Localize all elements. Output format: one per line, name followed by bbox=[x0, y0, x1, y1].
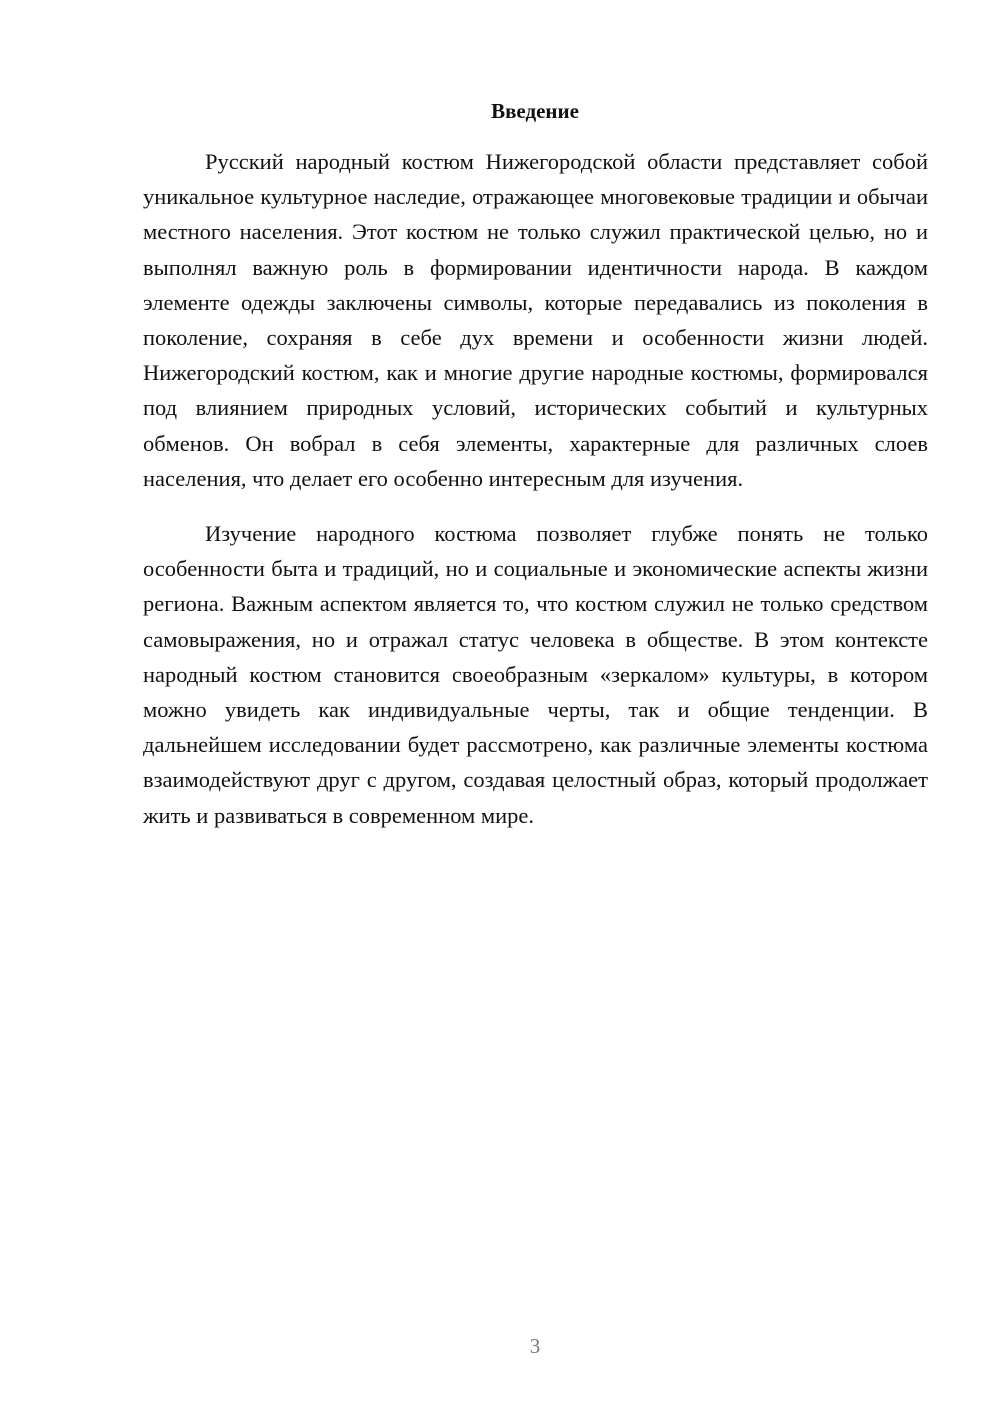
page-number: 3 bbox=[529, 1334, 541, 1358]
paragraph-2: Изучение народного костюма позволяет глубже понять не только особенности быта и традиций, но и социальные и экономические аспекты жизни региона. Важным аспектом является то, что костюм служил не только средством самовыражения, но и отражал статус человека в обществе. В этом контексте народный костюм становится своеобразным «зеркалом» культуры, в котором можно увидеть как индивидуальные черты, так и общие тенденции. В дальнейшем исследовании будет рассмотрено, как различные элементы костюма взаимодействуют друг с другом, создавая целостный образ, который продолжает жить и развиваться в современном мире. bbox=[143, 521, 928, 828]
document-body bbox=[143, 144, 928, 833]
section-title: Введение bbox=[491, 99, 579, 123]
paragraph-1: Русский народный костюм Нижегородской области представляет собой уникальное культурное наследие, отражающее многовековые традиции и обычаи местного населения. Этот костюм не только служил практической целью, но и выполнял важную роль в формировании идентичности народа. В каждом элементе одежды заключены символы, которые передавались из поколения в поколение, сохраняя в себе дух времени и особенности жизни людей. Нижегородский костюм, как и многие другие народные костюмы, формировался под влиянием природных условий, исторических событий и культурных обменов. Он вобрал в себя элементы, характерные для различных слоев населения, что делает его особенно интересным для изучения. bbox=[143, 149, 928, 491]
